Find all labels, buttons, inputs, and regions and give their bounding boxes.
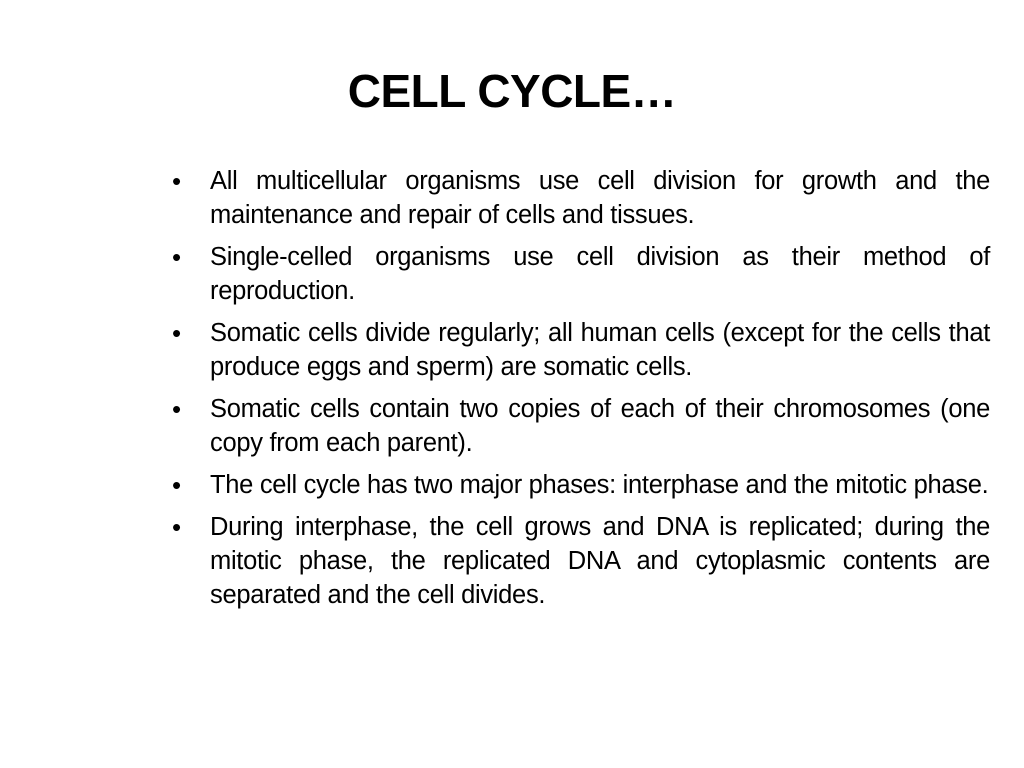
bullet-item xyxy=(170,164,990,232)
bullet-item xyxy=(170,316,990,384)
bullet-dot-icon: • xyxy=(172,394,181,424)
bullet-item xyxy=(170,240,990,308)
bullet-dot-icon: • xyxy=(172,242,181,272)
bullet-text: During interphase, the cell grows and DNA is replicated; during the mitotic phase, the replicated DNA and cytoplasmic contents are separated and the cell divides. xyxy=(210,513,990,609)
bullet-dot-icon: • xyxy=(172,318,181,348)
bullet-text: Somatic cells contain two copies of each of their chromosomes (one copy from each parent). xyxy=(210,395,990,457)
slide-title: CELL CYCLE… xyxy=(347,65,677,117)
bullet-dot-icon: • xyxy=(172,470,181,500)
bullet-dot-icon: • xyxy=(172,166,181,196)
bullet-dot-icon: • xyxy=(172,512,181,542)
bullet-text: Single-celled organisms use cell division as their method of reproduction. xyxy=(210,243,990,305)
bullet-item xyxy=(170,392,990,460)
bullet-text: Somatic cells divide regularly; all human cells (except for the cells that produce eggs and sperm) are somatic cells. xyxy=(210,319,990,381)
bullet-item xyxy=(170,510,990,612)
bullet-text: All multicellular organisms use cell division for growth and the maintenance and repair of cells and tissues. xyxy=(210,167,990,229)
bullet-item xyxy=(170,468,990,502)
bullet-list xyxy=(170,164,990,620)
bullet-text: The cell cycle has two major phases: interphase and the mitotic phase. xyxy=(210,471,989,499)
